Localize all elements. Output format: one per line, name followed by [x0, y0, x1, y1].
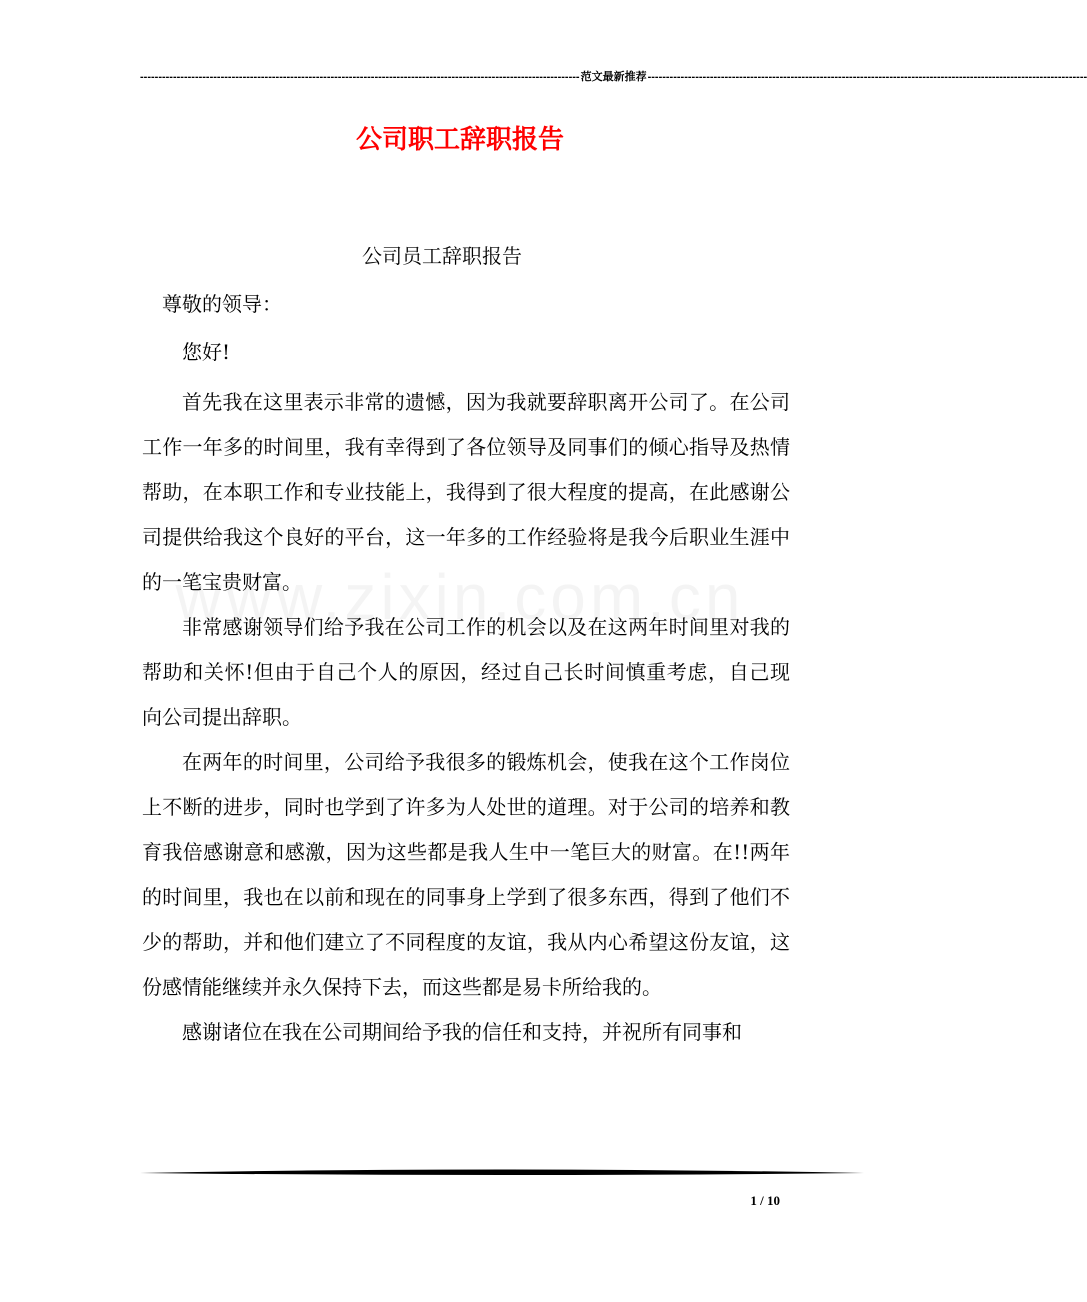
paragraph: 首先我在这里表示非常的遗憾，因为我就要辞职离开公司了。在公司工作一年多的时间里，我有幸得到了各位领导及同事们的倾心指导及热情帮助，在本职工作和专业技能上，我得到了很大程度的提高，在此感谢公司提供给我这个良好的平台，这一年多的工作经验将是我今后职业生涯中的一笔宝贵财富。 — [142, 390, 790, 594]
body-text — [142, 380, 790, 1055]
document-subtitle: 公司员工辞职报告 — [362, 244, 522, 268]
footer-rule — [140, 1168, 864, 1178]
greeting: 您好! — [182, 340, 231, 364]
header-line — [140, 70, 1087, 84]
paragraph: 在两年的时间里，公司给予我很多的锻炼机会，使我在这个工作岗位上不断的进步，同时也学到了许多为人处世的道理。对于公司的培养和教育我倍感谢意和感激，因为这些都是我人生中一笔巨大的财富。在!!两年的时间里，我也在以前和现在的同事身上学到了很多东西，得到了他们不少的帮助，并和他们建立了不同程度的友谊，我从内心希望这份友谊，这份感情能继续并永久保持下去，而这些都是易卡所给我的。 — [142, 750, 790, 999]
header-dash-right: ------------------------------------------------------------------------------------------------------------------------ — [647, 71, 1087, 83]
header-label: 范文最新推荐 — [580, 71, 647, 83]
paragraph: 感谢诸位在我在公司期间给予我的信任和支持，并祝所有同事和 — [182, 1020, 742, 1044]
page-number: 1 / 10 — [750, 1193, 780, 1208]
salutation: 尊敬的领导： — [162, 292, 282, 316]
document-title: 公司职工辞职报告 — [355, 125, 564, 155]
header-dash-left: ------------------------------------------------------------------------------------------------------------------------ — [140, 71, 580, 83]
paragraph: 非常感谢领导们给予我在公司工作的机会以及在这两年时间里对我的帮助和关怀!但由于自己个人的原因，经过自己长时间慎重考虑，自己现向公司提出辞职。 — [142, 615, 790, 729]
